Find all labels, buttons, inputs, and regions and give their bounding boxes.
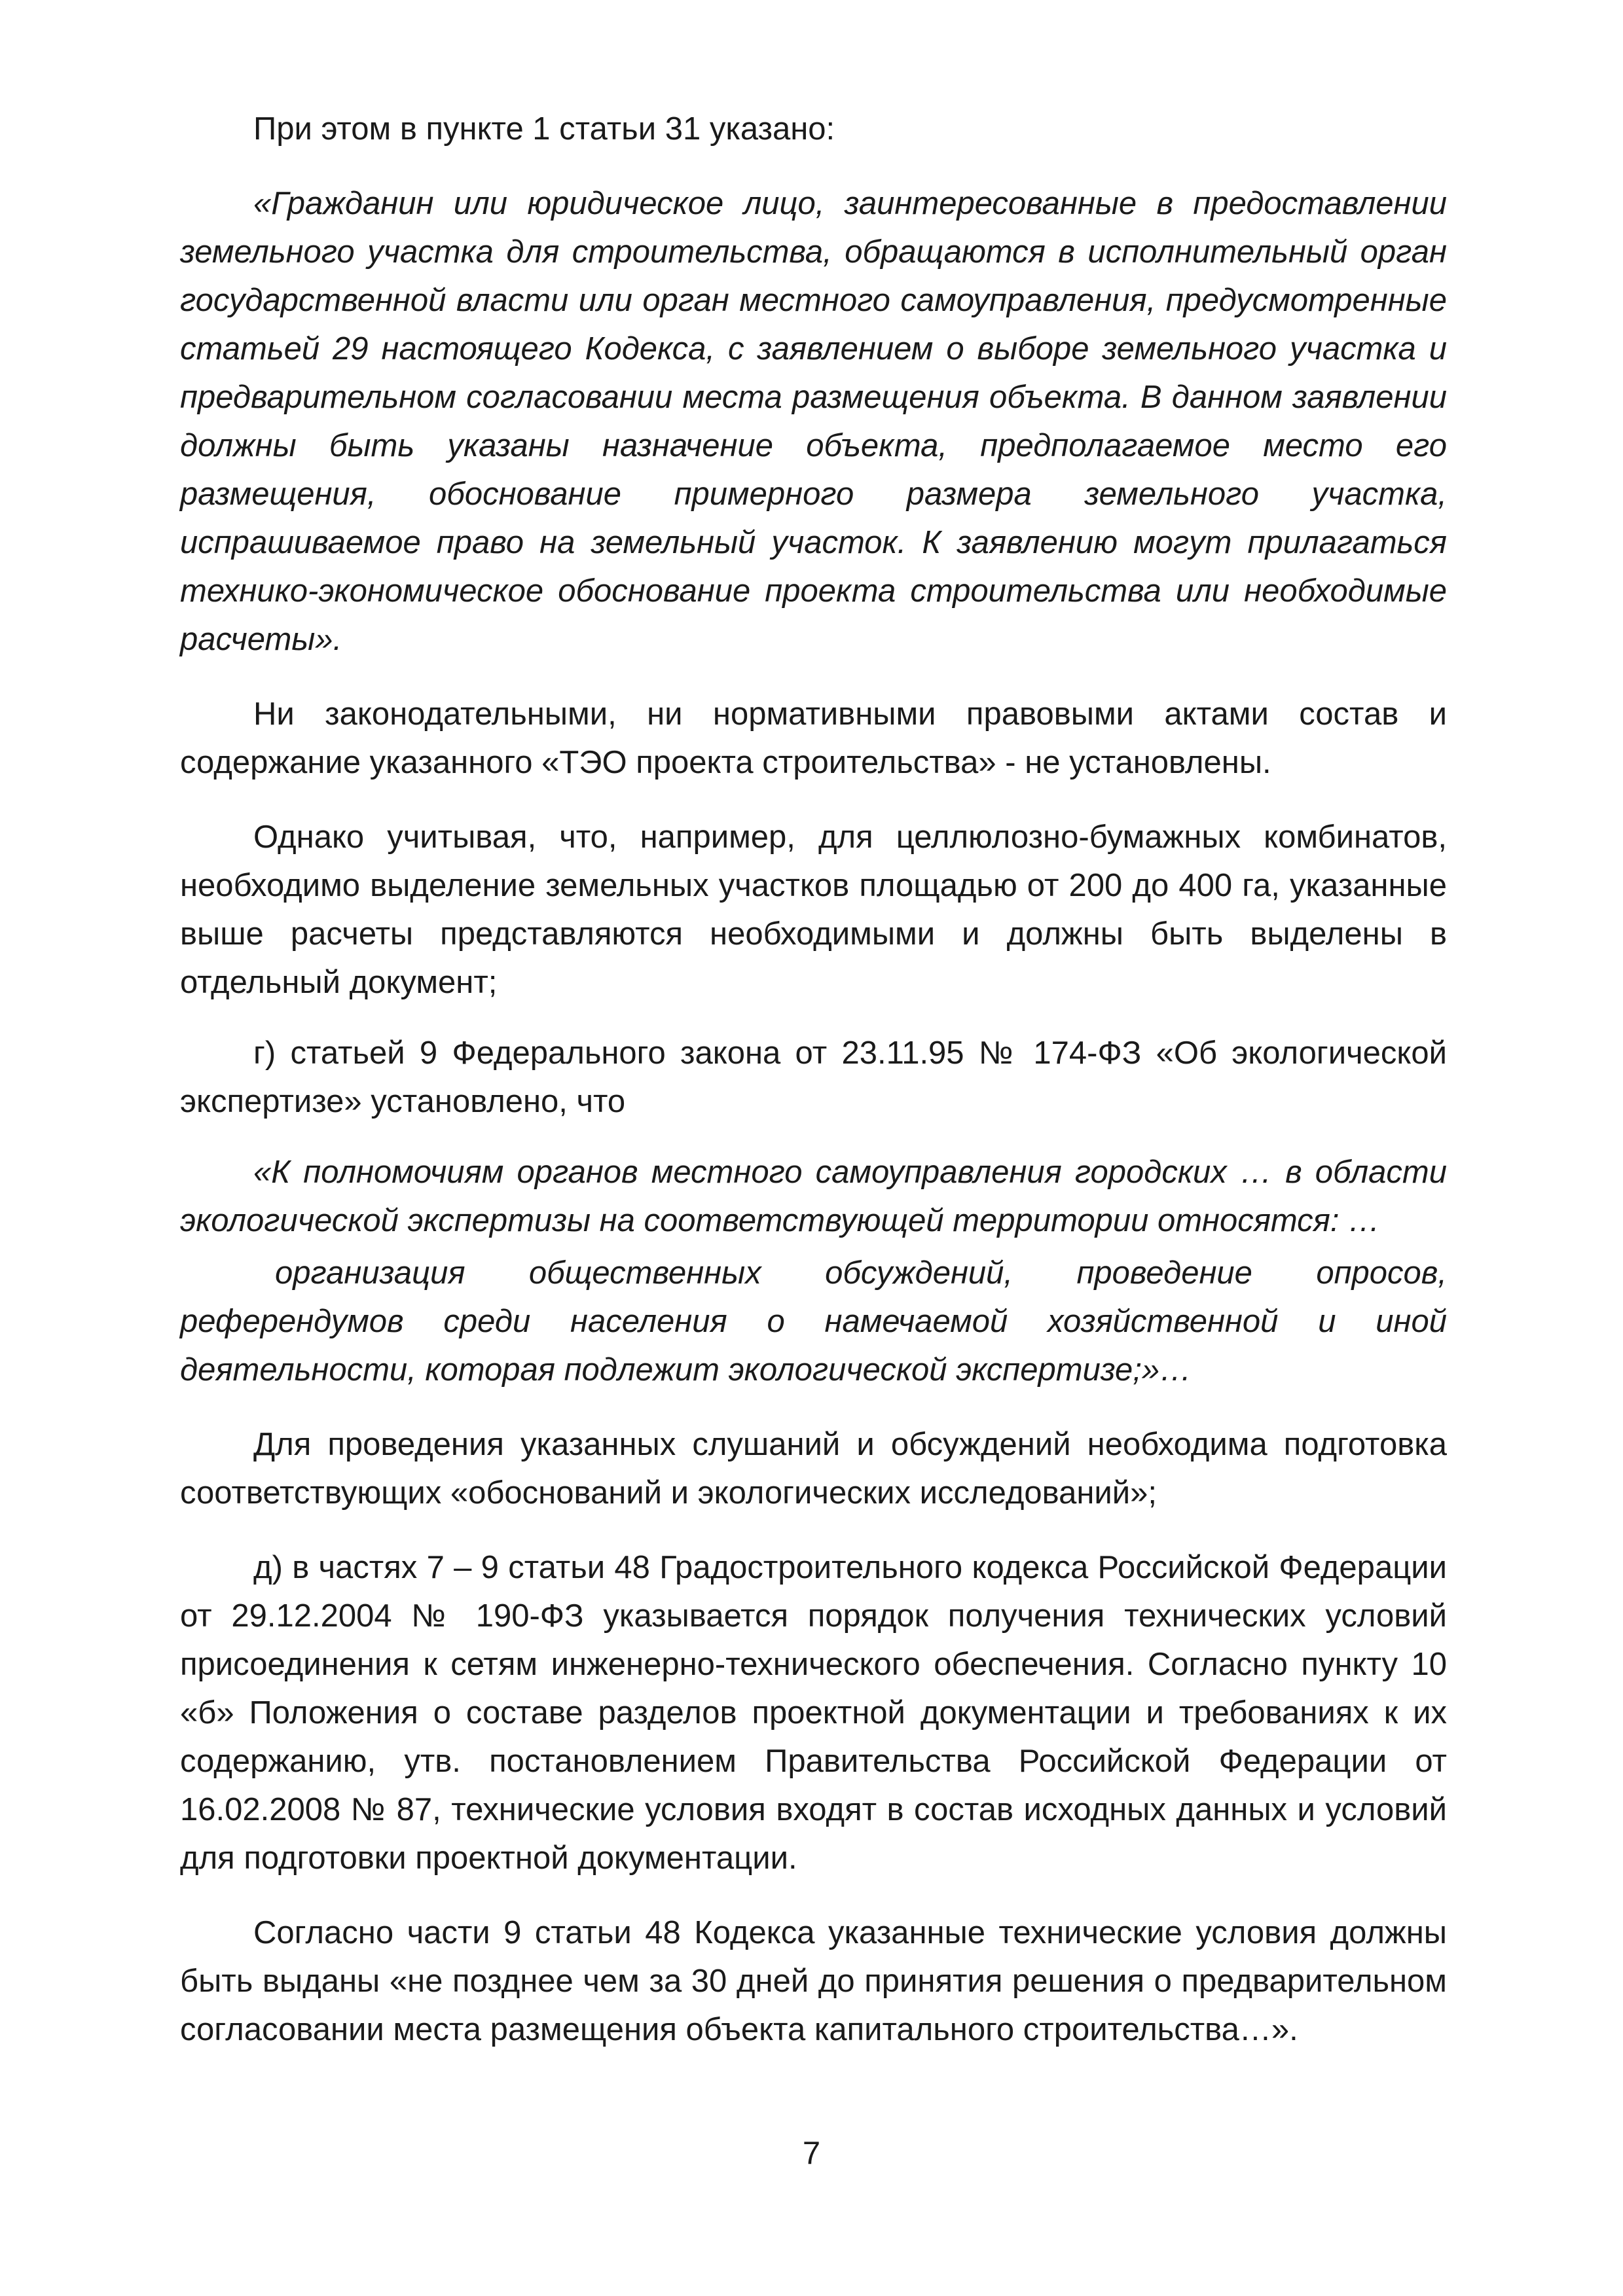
paragraph-article-48: Согласно части 9 статьи 48 Кодекса указанные технические условия должны быть выданы «не позднее чем за 30 дней до принятия решения о предварительном согласовании места размещения объекта капитального строительства…».	[180, 1915, 1447, 2047]
paragraph-pulp-mills: Однако учитывая, что, например, для целлюлозно-бумажных комбинатов, необходимо выделение земельных участков площадью от 200 до 400 га, указанные выше расчеты представляются необходимыми и должны быть выделены в отдельный документ;	[180, 819, 1447, 1000]
paragraph-item-d: д) в частях 7 – 9 статьи 48 Градостроительного кодекса Российской Федерации от 29.12.2004 № 190-ФЗ указывается порядок получения технических условий присоединения к сетям инженерно-технического обеспечения. Согласно пункту 10 «б» Положения о составе разделов проектной документации и требованиях к их содержанию, утв. постановлением Правительства Российской Федерации от 16.02.2008 № 87, технические условия входят в состав исходных данных и условий для подготовки проектной документации.	[180, 1550, 1447, 1876]
paragraph-item-g: г) статьей 9 Федерального закона от 23.11.95 № 174-ФЗ «Об экологической экспертизе» установлено, что	[180, 1035, 1447, 1119]
quote-local-authority: «К полномочиям органов местного самоуправления городских … в области экологической экспертизы на соответствующей территории относятся: …	[180, 1155, 1447, 1238]
paragraph-teo: Ни законодательными, ни нормативными правовыми актами состав и содержание указанного «ТЭО проекта строительства» - не установлены.	[180, 696, 1447, 780]
page-body	[180, 105, 1447, 2054]
paragraph-intro: При этом в пункте 1 статьи 31 указано:	[253, 111, 835, 147]
quote-public-discussion: организация общественных обсуждений, проведение опросов, референдумов среди населения о намечаемой хозяйственной и иной деятельности, которая подлежит экологической экспертизе;»…	[180, 1255, 1447, 1388]
paragraph-hearings: Для проведения указанных слушаний и обсуждений необходима подготовка соответствующих «обоснований и экологических исследований»;	[180, 1427, 1447, 1511]
page-number: 7	[802, 2136, 821, 2171]
quote-article-31: «Гражданин или юридическое лицо, заинтересованные в предоставлении земельного участка для строительства, обращаются в исполнительный орган государственной власти или орган местного самоуправления, предусмотренные статьей 29 настоящего Кодекса, с заявлением о выборе земельного участка и предварительном согласовании места размещения объекта. В данном заявлении должны быть указаны назначение объекта, предполагаемое место его размещения, обоснование примерного размера земельного участка, испрашиваемое право на земельный участок. К заявлению могут прилагаться технико-экономическое обоснование проекта строительства или необходимые расчеты».	[180, 186, 1447, 657]
